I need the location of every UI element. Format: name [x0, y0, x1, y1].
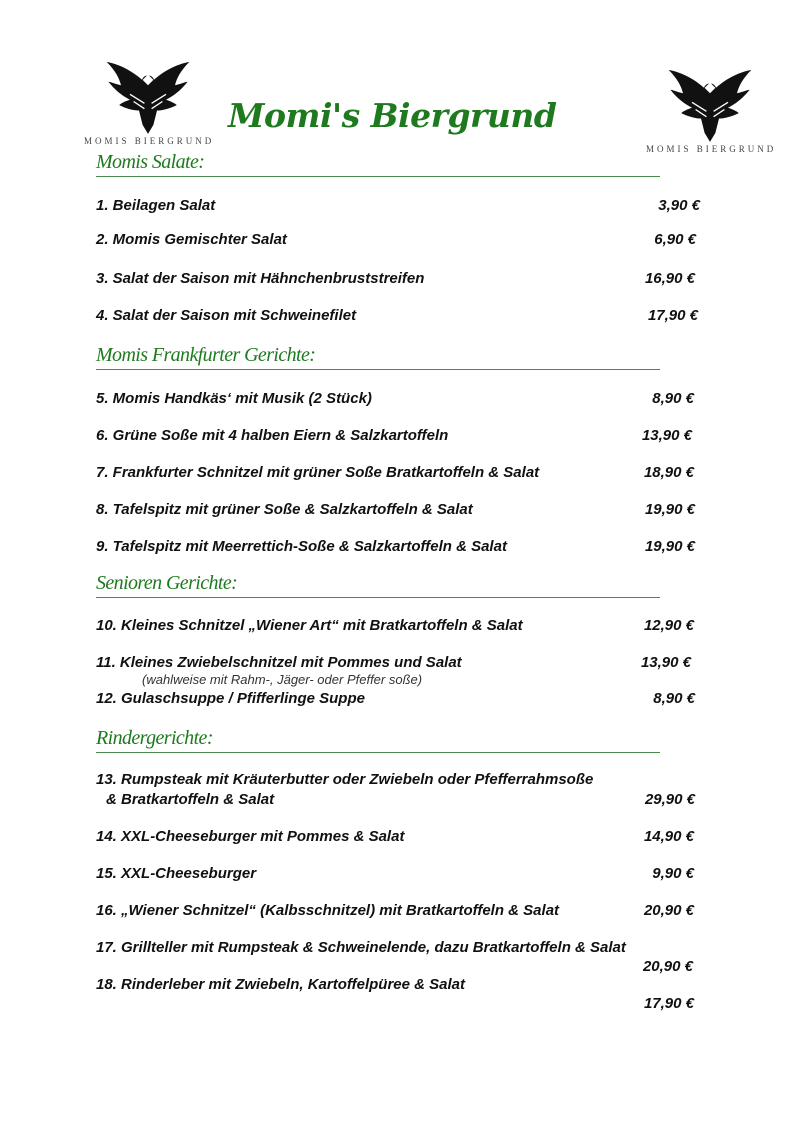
menu-price: 20,90 € — [643, 902, 694, 919]
menu-price: 3,90 € — [658, 197, 700, 214]
menu-item: 1. Beilagen Salat — [96, 197, 216, 214]
menu-item: 6. Grüne Soße mit 4 halben Eiern & Salzkartoffeln — [96, 427, 449, 444]
eagle-icon — [103, 58, 193, 136]
menu-item: 7. Frankfurter Schnitzel mit grüner Soße Bratkartoffeln & Salat — [96, 464, 540, 481]
menu-item: 11. Kleines Zwiebelschnitzel mit Pommes und Salat — [96, 654, 462, 671]
menu-price: 6,90 € — [654, 231, 696, 248]
menu-item: 15. XXL-Cheeseburger — [96, 865, 257, 882]
menu-price: 14,90 € — [643, 828, 694, 845]
page-title: Momi's Biergrund — [228, 96, 557, 135]
menu-item: 14. XXL-Cheeseburger mit Pommes & Salat — [96, 828, 405, 845]
menu-price: 8,90 € — [652, 390, 694, 407]
menu-item-note: (wahlweise mit Rahm-, Jäger- oder Pfeffer soße) — [142, 672, 423, 687]
section-rinder — [96, 726, 660, 753]
menu-item-continued: & Bratkartoffeln & Salat — [106, 791, 275, 808]
brand-logo-right — [646, 66, 777, 154]
logo-wordmark: MOMIS BIERGRUND — [646, 144, 777, 154]
menu-price: 8,90 € — [653, 690, 695, 707]
menu-price: 16,90 € — [644, 270, 695, 287]
menu-price: 17,90 € — [647, 307, 698, 324]
section-senioren — [96, 571, 660, 598]
logo-wordmark: MOMIS BIERGRUND — [84, 136, 215, 146]
menu-item: 13. Rumpsteak mit Kräuterbutter oder Zwiebeln oder Pfefferrahmsoße — [96, 771, 594, 788]
section-salate — [96, 150, 660, 177]
menu-price: 17,90 € — [643, 995, 694, 1012]
menu-item: 16. „Wiener Schnitzel“ (Kalbsschnitzel) mit Bratkartoffeln & Salat — [96, 902, 560, 919]
section-title: Momis Salate: — [96, 151, 205, 173]
menu-item: 4. Salat der Saison mit Schweinefilet — [96, 307, 357, 324]
menu-item: 17. Grillteller mit Rumpsteak & Schweinelende, dazu Bratkartoffeln & Salat — [96, 939, 626, 956]
menu-item: 18. Rinderleber mit Zwiebeln, Kartoffelpüree & Salat — [96, 976, 465, 993]
menu-price: 19,90 € — [644, 538, 695, 555]
section-frankfurter — [96, 343, 660, 370]
section-title: Senioren Gerichte: — [96, 572, 238, 594]
menu-price: 18,90 € — [643, 464, 694, 481]
menu-price: 19,90 € — [644, 501, 695, 518]
menu-price: 12,90 € — [643, 617, 694, 634]
menu-item: 5. Momis Handkäs‘ mit Musik (2 Stück) — [96, 390, 372, 407]
menu-item: 9. Tafelspitz mit Meerrettich-Soße & Salzkartoffeln & Salat — [96, 538, 507, 555]
menu-price: 29,90 € — [644, 791, 695, 808]
menu-item: 3. Salat der Saison mit Hähnchenbruststreifen — [96, 270, 425, 287]
menu-price: 13,90 € — [641, 427, 692, 444]
menu-price: 13,90 € — [640, 654, 691, 671]
eagle-icon — [665, 66, 755, 144]
brand-logo-left — [84, 58, 215, 146]
section-title: Momis Frankfurter Gerichte: — [96, 344, 316, 366]
menu-item: 2. Momis Gemischter Salat — [96, 231, 287, 248]
menu-item: 10. Kleines Schnitzel „Wiener Art“ mit Bratkartoffeln & Salat — [96, 617, 523, 634]
section-title: Rindergerichte: — [96, 727, 213, 749]
menu-price: 20,90 € — [642, 958, 693, 975]
menu-price: 9,90 € — [652, 865, 694, 882]
menu-item: 8. Tafelspitz mit grüner Soße & Salzkartoffeln & Salat — [96, 501, 473, 518]
menu-item: 12. Gulaschsuppe / Pfifferlinge Suppe — [96, 690, 365, 707]
